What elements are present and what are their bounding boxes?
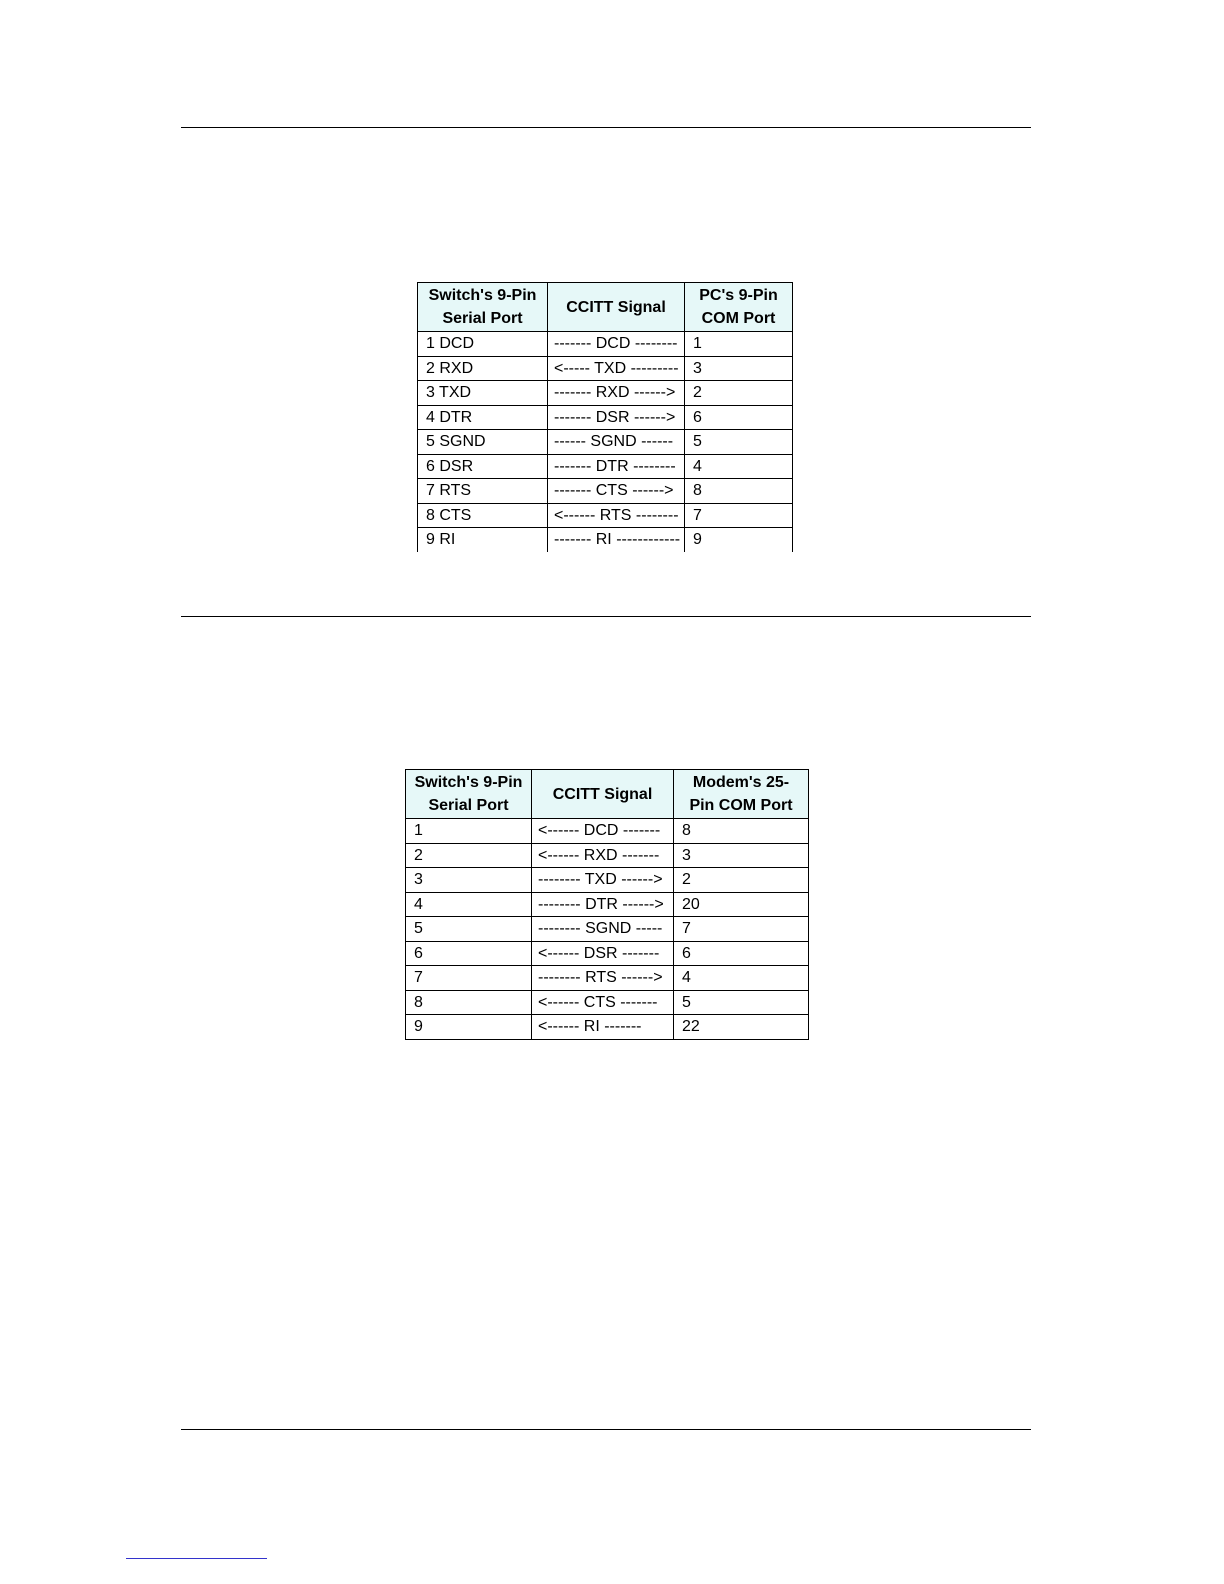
table-row xyxy=(418,332,793,357)
header-ccitt-signal: CCITT Signal xyxy=(532,770,674,819)
com-pin-cell: 7 xyxy=(685,503,793,528)
table-row xyxy=(406,941,809,966)
ccitt-signal-cell: <------ CTS ------- xyxy=(532,990,674,1015)
ccitt-signal-cell: <------ DSR ------- xyxy=(532,941,674,966)
ccitt-signal-cell: -------- DTR ------> xyxy=(532,892,674,917)
pc-9pin-pinout-table xyxy=(417,282,793,552)
header-modem-com-port: Modem's 25-Pin COM Port xyxy=(674,770,809,819)
switch-pin-cell: 2 xyxy=(406,843,532,868)
switch-pin-cell: 3 xyxy=(406,868,532,893)
ccitt-signal-cell: <------ DCD ------- xyxy=(532,819,674,844)
ccitt-signal-cell: ------- DSR ------> xyxy=(548,405,685,430)
table-row xyxy=(406,990,809,1015)
ccitt-signal-cell: -------- SGND ----- xyxy=(532,917,674,942)
com-pin-cell: 2 xyxy=(674,868,809,893)
com-pin-cell: 8 xyxy=(674,819,809,844)
table-row xyxy=(418,430,793,455)
table-header-row xyxy=(406,770,809,819)
switch-pin-cell: 4 xyxy=(406,892,532,917)
header-pc-com-port: PC's 9-Pin COM Port xyxy=(685,283,793,332)
header-switch-port: Switch's 9-Pin Serial Port xyxy=(406,770,532,819)
ccitt-signal-cell: ------ SGND ------ xyxy=(548,430,685,455)
table-row xyxy=(418,405,793,430)
table-row xyxy=(406,843,809,868)
com-pin-cell: 4 xyxy=(674,966,809,991)
table-row xyxy=(406,892,809,917)
ccitt-signal-cell: ------- DTR -------- xyxy=(548,454,685,479)
com-pin-cell: 1 xyxy=(685,332,793,357)
switch-pin-cell: 4 DTR xyxy=(418,405,548,430)
ccitt-signal-cell: -------- TXD ------> xyxy=(532,868,674,893)
table-row xyxy=(418,528,793,552)
footer-link-underline xyxy=(126,1558,267,1559)
switch-pin-cell: 9 xyxy=(406,1015,532,1040)
com-pin-cell: 2 xyxy=(685,381,793,406)
ccitt-signal-cell: <------ RI ------- xyxy=(532,1015,674,1040)
switch-pin-cell: 5 xyxy=(406,917,532,942)
top-rule xyxy=(181,127,1031,128)
table-row xyxy=(406,917,809,942)
switch-pin-cell: 6 xyxy=(406,941,532,966)
ccitt-signal-cell: ------- RXD ------> xyxy=(548,381,685,406)
switch-pin-cell: 1 xyxy=(406,819,532,844)
switch-pin-cell: 9 RI xyxy=(418,528,548,552)
switch-pin-cell: 8 CTS xyxy=(418,503,548,528)
table-row xyxy=(418,381,793,406)
table-row xyxy=(406,819,809,844)
com-pin-cell: 5 xyxy=(674,990,809,1015)
table-row xyxy=(418,356,793,381)
table-row xyxy=(406,868,809,893)
switch-pin-cell: 6 DSR xyxy=(418,454,548,479)
table-row xyxy=(406,966,809,991)
ccitt-signal-cell: -------- RTS ------> xyxy=(532,966,674,991)
table-row xyxy=(406,1015,809,1040)
ccitt-signal-cell: ------- DCD -------- xyxy=(548,332,685,357)
switch-pin-cell: 7 RTS xyxy=(418,479,548,504)
switch-pin-cell: 8 xyxy=(406,990,532,1015)
com-pin-cell: 6 xyxy=(674,941,809,966)
com-pin-cell: 6 xyxy=(685,405,793,430)
com-pin-cell: 8 xyxy=(685,479,793,504)
table-row xyxy=(418,479,793,504)
com-pin-cell: 20 xyxy=(674,892,809,917)
header-ccitt-signal: CCITT Signal xyxy=(548,283,685,332)
switch-pin-cell: 3 TXD xyxy=(418,381,548,406)
switch-pin-cell: 7 xyxy=(406,966,532,991)
table-header-row xyxy=(418,283,793,332)
ccitt-signal-cell: ------- CTS ------> xyxy=(548,479,685,504)
com-pin-cell: 4 xyxy=(685,454,793,479)
ccitt-signal-cell: ------- RI ------------ xyxy=(548,528,685,552)
switch-pin-cell: 2 RXD xyxy=(418,356,548,381)
switch-pin-cell: 5 SGND xyxy=(418,430,548,455)
switch-pin-cell: 1 DCD xyxy=(418,332,548,357)
middle-rule xyxy=(181,616,1031,617)
com-pin-cell: 3 xyxy=(674,843,809,868)
com-pin-cell: 5 xyxy=(685,430,793,455)
table-row xyxy=(418,454,793,479)
com-pin-cell: 3 xyxy=(685,356,793,381)
com-pin-cell: 22 xyxy=(674,1015,809,1040)
ccitt-signal-cell: <------ RTS -------- xyxy=(548,503,685,528)
table-row xyxy=(418,503,793,528)
header-switch-port: Switch's 9-Pin Serial Port xyxy=(418,283,548,332)
com-pin-cell: 9 xyxy=(685,528,793,552)
com-pin-cell: 7 xyxy=(674,917,809,942)
ccitt-signal-cell: <------ RXD ------- xyxy=(532,843,674,868)
bottom-rule xyxy=(181,1429,1031,1430)
ccitt-signal-cell: <----- TXD --------- xyxy=(548,356,685,381)
modem-25pin-pinout-table xyxy=(405,769,809,1040)
